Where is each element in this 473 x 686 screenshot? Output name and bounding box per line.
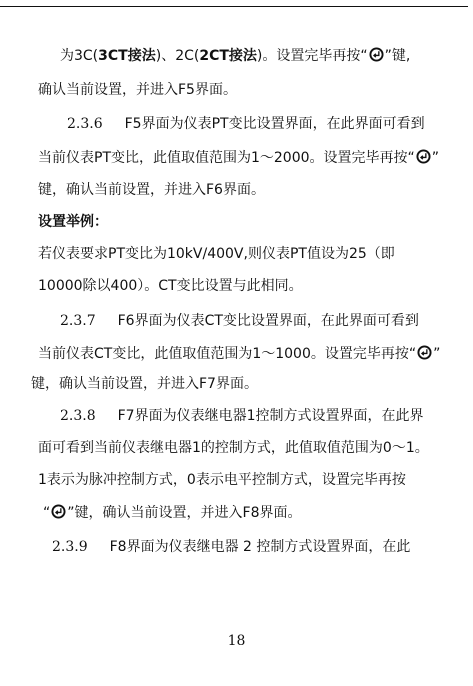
paragraph-line: 键，确认当前设置，并进入F6界面。: [38, 182, 265, 198]
enter-key-icon: [51, 504, 66, 519]
paragraph-line: [38, 148, 439, 168]
section-heading-line: [60, 406, 424, 426]
text-span: F5界面为仪表PT变比设置界面，在此界面可看到: [124, 116, 425, 132]
text-span: F8界面为仪表继电器 2 控制方式设置界面，在此: [109, 539, 411, 555]
section-number: 2.3.8: [60, 408, 96, 424]
paragraph-line: [60, 46, 410, 66]
paragraph-line: 1表示为脉冲控制方式，0表示电平控制方式，设置完毕再按: [38, 472, 406, 488]
section-number: 2.3.7: [60, 313, 96, 329]
section-number: 2.3.9: [52, 539, 88, 555]
enter-key-icon: [416, 149, 431, 164]
text-span: F7界面为仪表继电器1控制方式设置界面，在此界: [117, 408, 424, 424]
text-span: )、2C(: [155, 48, 200, 64]
text-span: 当前仪表PT变比，此值取值范围为1～2000。设置完毕再按“: [38, 150, 415, 166]
text-span: ”: [431, 150, 440, 166]
paragraph-line: 键，确认当前设置，并进入F7界面。: [31, 376, 258, 392]
text-span: 为3C(: [60, 48, 99, 64]
text-span: ”键，确认当前设置，并进入F8界面。: [67, 505, 302, 521]
paragraph-line: 10000除以400）。CT变比设置与此相同。: [38, 278, 303, 294]
paragraph-line: 面可看到当前仪表继电器1的控制方式，此值取值范围为0～1。: [38, 440, 429, 456]
bold-term: 3CT接法: [98, 48, 156, 64]
section-number: 2.3.6: [67, 116, 103, 132]
page-number: 18: [227, 633, 246, 649]
header-rule: [0, 6, 468, 7]
section-heading-line: [67, 114, 425, 134]
text-span: F6界面为仪表CT变比设置界面，在此界面可看到: [117, 313, 419, 329]
section-heading-line: [60, 311, 419, 331]
text-span: “: [43, 505, 51, 521]
text-span: ”键,: [384, 48, 411, 64]
paragraph-line: 确认当前设置，并进入F5界面。: [38, 82, 237, 98]
example-heading: 设置举例：: [38, 214, 108, 230]
paragraph-line: [43, 503, 301, 523]
text-span: 当前仪表CT变比，此值取值范围为1～1000。设置完毕再按“: [38, 346, 417, 362]
paragraph-line: 若仪表要求PT变比为10kV/400V,则仪表PT值设为25（即: [38, 246, 395, 262]
paragraph-line: [38, 344, 440, 364]
enter-key-icon: [369, 47, 384, 62]
enter-key-icon: [417, 345, 432, 360]
bold-term: 2CT接法: [199, 48, 257, 64]
text-span: )。设置完毕再按“: [256, 48, 368, 64]
section-heading-line: [52, 537, 410, 557]
text-span: ”: [433, 346, 441, 362]
